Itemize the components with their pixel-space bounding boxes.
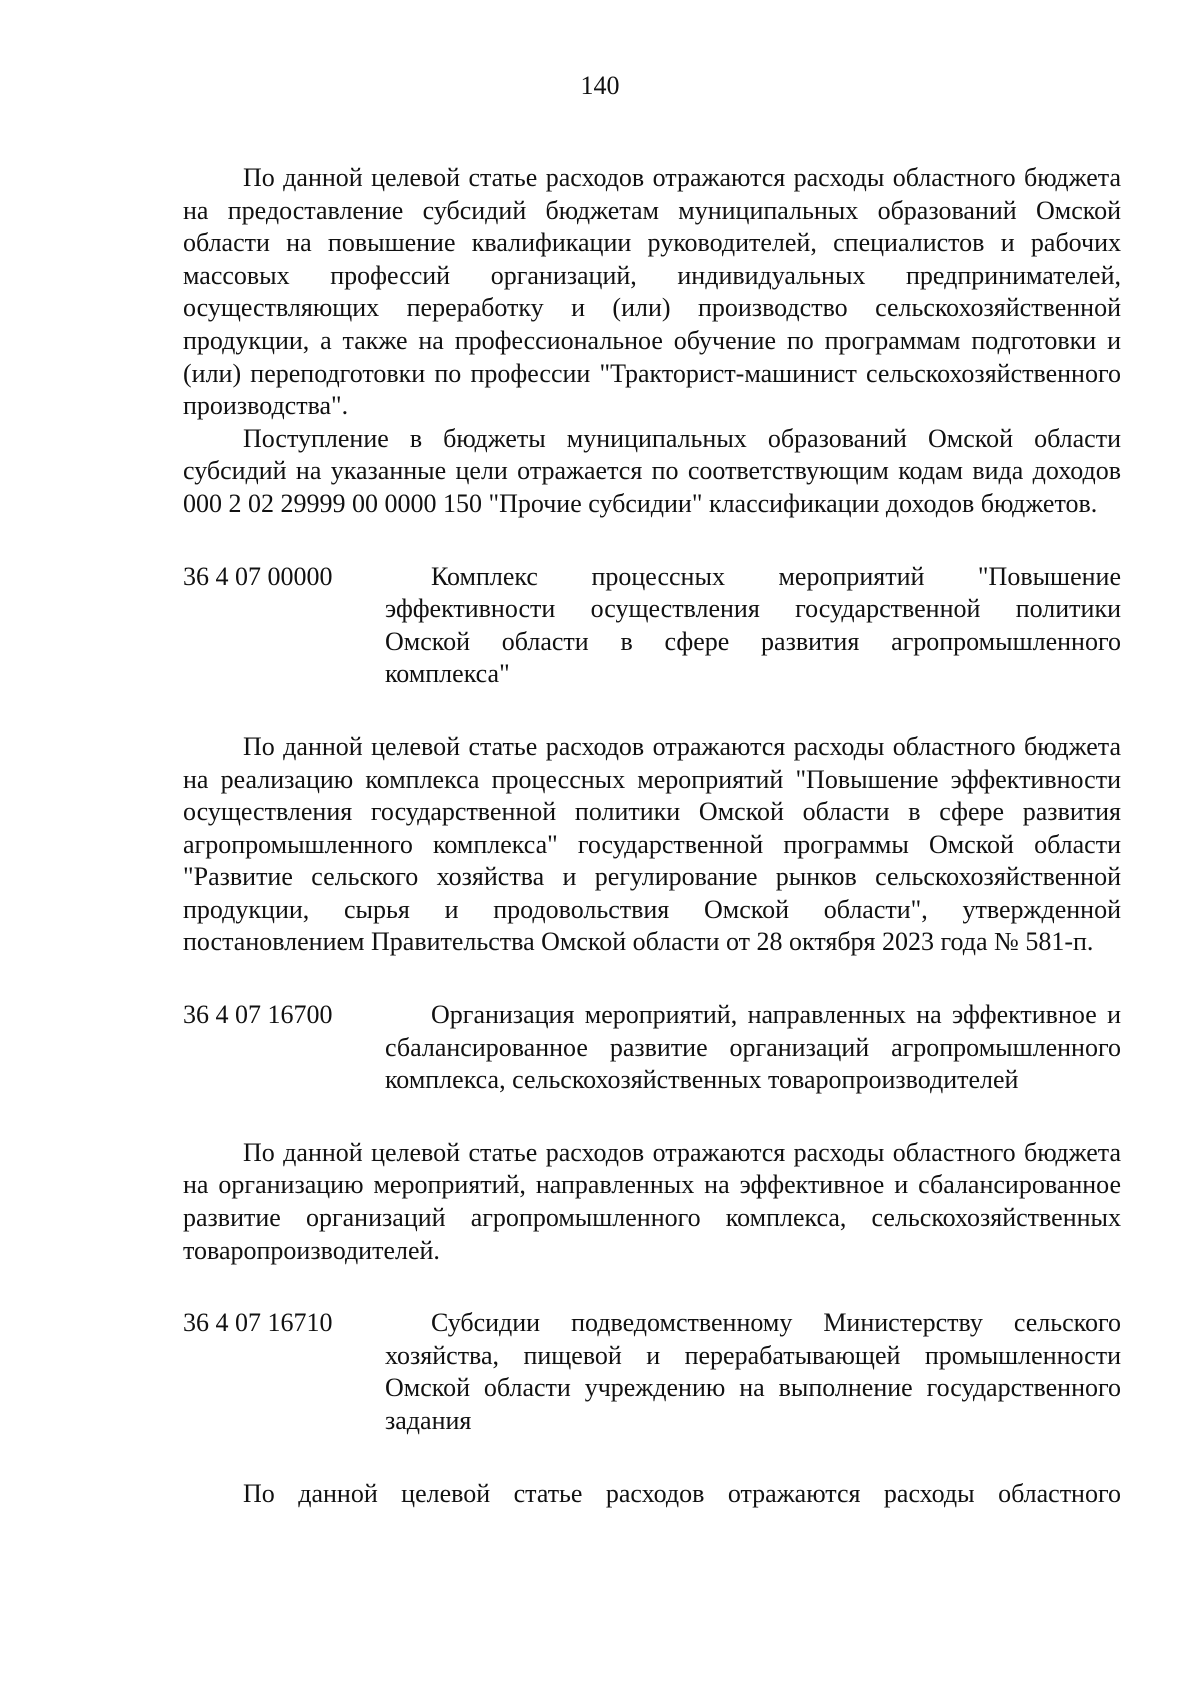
spacer: [183, 1438, 1121, 1478]
budget-code-entry: [183, 561, 1121, 691]
budget-code: 36 4 07 16700: [183, 1000, 333, 1030]
page-number: 140: [580, 71, 620, 100]
budget-code-entry: [183, 1307, 1121, 1437]
budget-code: 36 4 07 16710: [183, 1308, 333, 1338]
budget-code-title: Комплекс процессных мероприятий "Повышение эффективности осуществления государственной политики Омской области в сфере развития агропромышленного комплекса": [385, 561, 1121, 689]
budget-code: 36 4 07 00000: [183, 561, 333, 591]
paragraph: По данной целевой статье расходов отражаются расходы областного бюджета на предоставление субсидий бюджетам муниципальных образований Омской области на повышение квалификации руководителей, специалистов и рабочих массовых профессий организаций, индивидуальных предпринимателей, осуществляющих переработку и (или) производство сельскохозяйственной продукции, а также на профессиональное обучение по программам подготовки и (или) переподготовки по профессии "Тракторист-машинист сельскохозяйственного производства".: [183, 163, 1121, 421]
spacer: [183, 521, 1121, 561]
budget-code-title: Организация мероприятий, направленных на эффективное и сбалансированное развитие организаций агропромышленного комплекса, сельскохозяйственных товаропроизводителей: [385, 1000, 1121, 1095]
budget-code-entry: [183, 999, 1121, 1097]
spacer: [183, 1267, 1121, 1307]
entry-description: По данной целевой статье расходов отражаются расходы областного: [243, 1478, 1121, 1508]
spacer: [183, 691, 1121, 731]
entry-description: По данной целевой статье расходов отражаются расходы областного бюджета на реализацию комплекса процессных мероприятий "Повышение эффективности осуществления государственной политики Омской области в сфере развития агропромышленного комплекса" государственной программы Омской области "Развитие сельского хозяйства и регулирование рынков сельскохозяйственной продукции, сырья и продовольствия Омской области", утвержденной постановлением Правительства Омской области от 28 октября 2023 года № 581-п.: [183, 731, 1121, 957]
document-body: [183, 162, 1121, 1510]
paragraph: Поступление в бюджеты муниципальных образований Омской области субсидий на указанные цели отражается по соответствующим кодам вида доходов 000 2 02 29999 00 0000 150 "Прочие субсидии" классификации доходов бюджетов.: [183, 423, 1121, 518]
spacer: [183, 1097, 1121, 1137]
spacer: [183, 959, 1121, 999]
budget-code-title: Субсидии подведомственному Министерству сельского хозяйства, пищевой и перерабатывающей промышленности Омской области учреждению на выполнение государственного задания: [385, 1308, 1121, 1435]
entry-description: По данной целевой статье расходов отражаются расходы областного бюджета на организацию мероприятий, направленных на эффективное и сбалансированное развитие организаций агропромышленного комплекса, сельскохозяйственных товаропроизводителей.: [183, 1137, 1121, 1265]
